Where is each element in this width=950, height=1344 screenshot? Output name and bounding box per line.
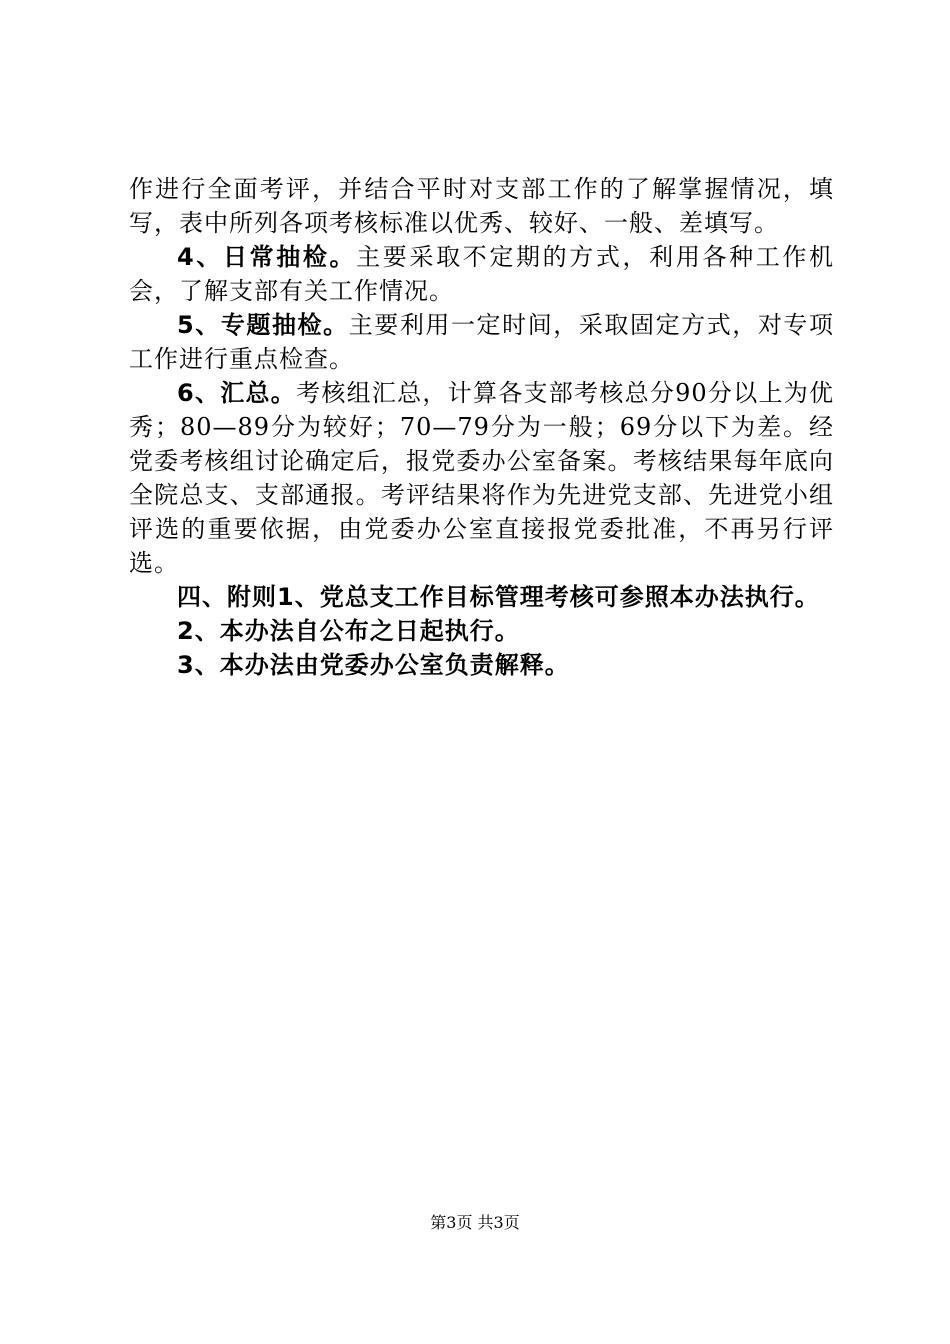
paragraph-daily-check (129, 240, 834, 308)
document-body (129, 172, 834, 682)
paragraph-continuation (129, 172, 834, 240)
page-number-footer: 第3页 共3页 (430, 1213, 520, 1232)
paragraph-text: 主要利用一定时间，采取固定方式，对专项工作进行重点检查。 (129, 311, 834, 373)
paragraph-summary (129, 376, 834, 580)
paragraph-lead: 2、本办法自公布之日起执行。 (177, 617, 520, 645)
paragraph-lead: 6、汇总。 (177, 379, 297, 407)
paragraph-special-check (129, 308, 834, 376)
paragraph-text: 作进行全面考评，并结合平时对支部工作的了解掌握情况，填写，表中所列各项考核标准以优秀、较好、一般、差填写。 (129, 175, 834, 237)
paragraph-appendix-rule-3 (129, 648, 834, 682)
paragraph-appendix-rule-1 (129, 580, 834, 614)
paragraph-text: 考核组汇总，计算各支部考核总分90分以上为优秀；80—89分为较好；70—79分为一般；69分以下为差。经党委考核组讨论确定后，报党委办公室备案。考核结果每年底向全院总支、支部通报。考评结果将作为先进党支部、先进党小组评选的重要依据，由党委办公室直接报党委批准，不再另行评选。 (129, 379, 835, 577)
paragraph-lead: 4、日常抽检。 (177, 243, 357, 271)
paragraph-lead: 5、专题抽检。 (177, 311, 349, 339)
paragraph-lead: 四、附则1、党总支工作目标管理考核可参照本办法执行。 (177, 583, 820, 611)
paragraph-lead: 3、本办法由党委办公室负责解释。 (177, 651, 570, 679)
paragraph-text: 主要采取不定期的方式，利用各种工作机会，了解支部有关工作情况。 (129, 243, 835, 305)
paragraph-appendix-rule-2 (129, 614, 834, 648)
